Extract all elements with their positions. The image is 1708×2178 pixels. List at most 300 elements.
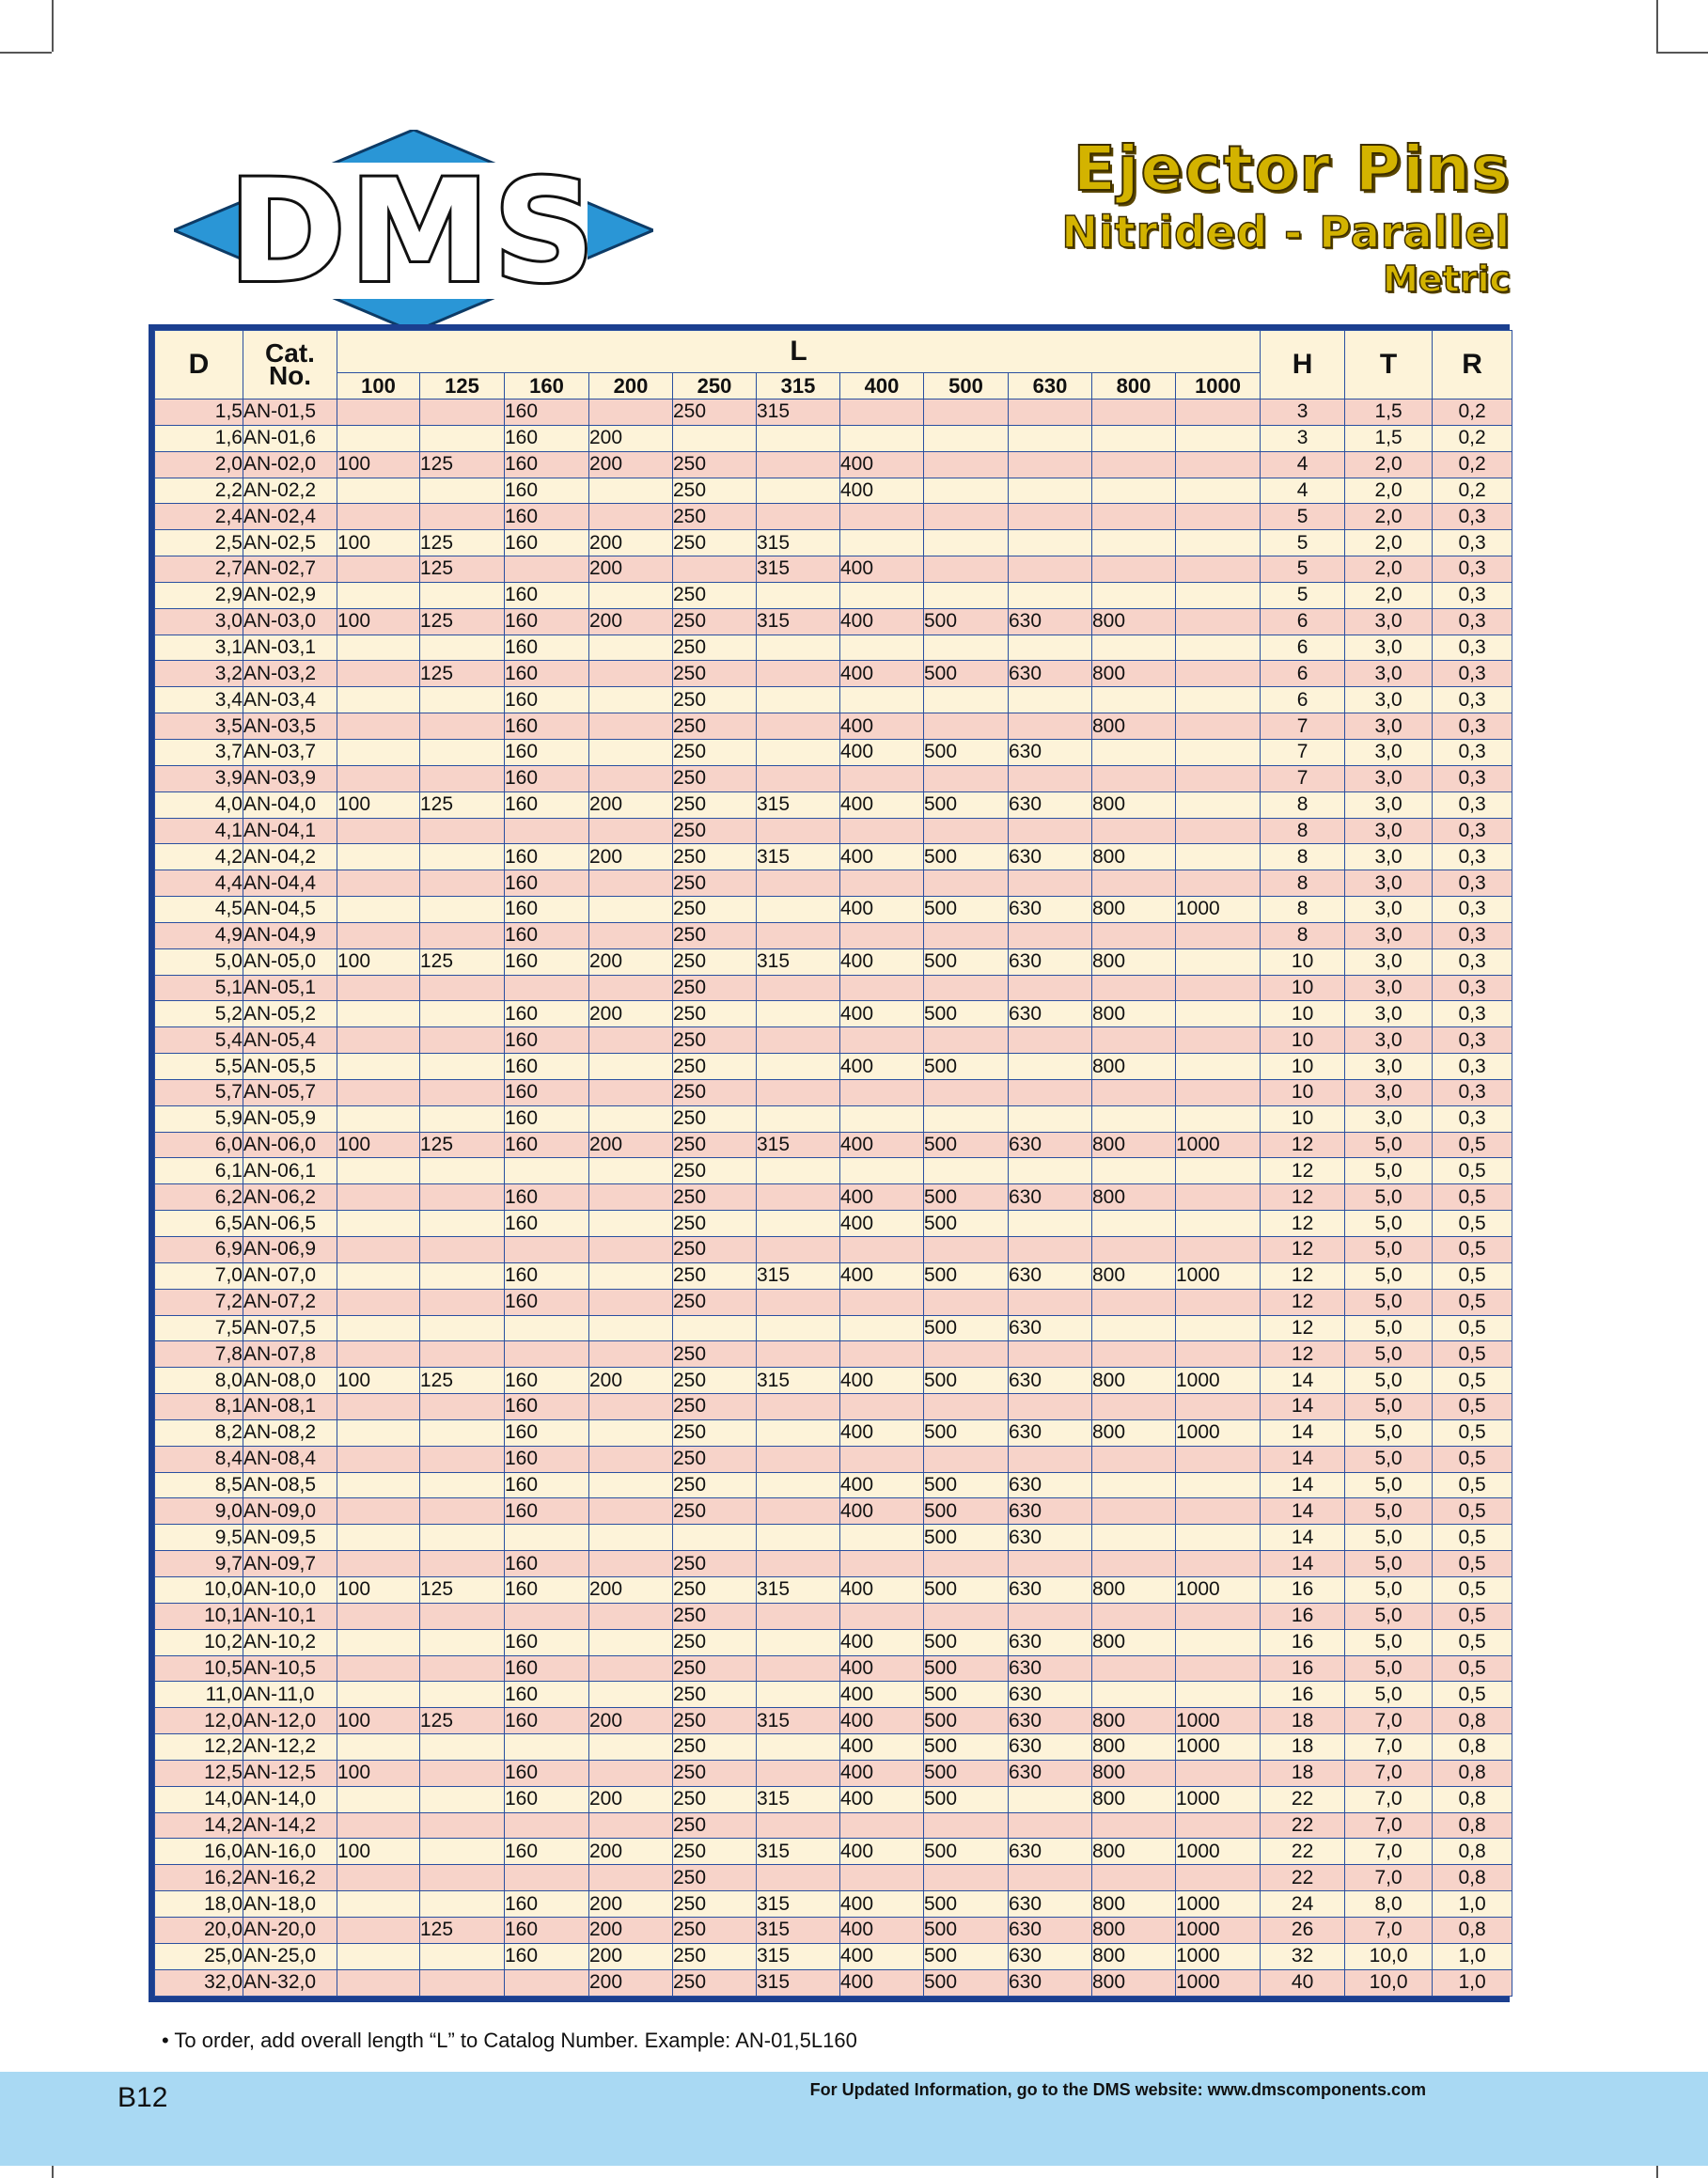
cell-length: 400: [840, 1054, 924, 1080]
cell-length: [337, 1341, 420, 1368]
cell-length: [589, 1682, 673, 1708]
cell-length: 125: [420, 1576, 505, 1603]
cell-h: 6: [1261, 608, 1345, 635]
table-row: [155, 1812, 1512, 1839]
cell-length: 1000: [1176, 1917, 1261, 1943]
cell-length: 1000: [1176, 1786, 1261, 1812]
cell-h: 22: [1261, 1839, 1345, 1865]
cell-length: [337, 1891, 420, 1918]
cell-length: 1000: [1176, 1262, 1261, 1289]
cell-d: 1,6: [155, 425, 243, 451]
cell-length: 400: [840, 1682, 924, 1708]
cell-length: [1092, 1472, 1176, 1498]
cell-r: 0,5: [1433, 1419, 1512, 1446]
cell-length: [420, 1865, 505, 1891]
cell-length: 315: [757, 400, 840, 426]
cell-h: 8: [1261, 791, 1345, 818]
cell-r: 0,3: [1433, 975, 1512, 1001]
cell-length: [1092, 1341, 1176, 1368]
cell-length: [420, 1943, 505, 1969]
cell-length: [589, 1525, 673, 1551]
cell-length: 400: [840, 1969, 924, 1996]
cell-length: 630: [1009, 791, 1092, 818]
cell-length: 500: [924, 948, 1009, 975]
cell-length: [337, 661, 420, 687]
cell-length: 400: [840, 1734, 924, 1761]
cell-length: [840, 818, 924, 844]
cell-length: 630: [1009, 1682, 1092, 1708]
cell-d: 20,0: [155, 1917, 243, 1943]
table-row: [155, 1211, 1512, 1237]
cell-d: 3,2: [155, 661, 243, 687]
cell-length: [589, 1211, 673, 1237]
cell-h: 4: [1261, 451, 1345, 478]
header-length-250: 250: [673, 373, 757, 400]
cell-h: 14: [1261, 1498, 1345, 1525]
cell-length: 800: [1092, 1786, 1176, 1812]
cell-length: 500: [924, 1419, 1009, 1446]
cell-d: 3,9: [155, 765, 243, 791]
table-row: [155, 791, 1512, 818]
cell-length: 250: [673, 1551, 757, 1577]
cell-cat-no: AN-05,5: [243, 1054, 337, 1080]
cell-length: 250: [673, 1158, 757, 1184]
cell-cat-no: AN-03,2: [243, 661, 337, 687]
cell-length: [420, 1105, 505, 1132]
cell-length: [337, 1603, 420, 1629]
header-length-100: 100: [337, 373, 420, 400]
cell-length: 1000: [1176, 1943, 1261, 1969]
cell-d: 4,9: [155, 922, 243, 948]
cell-length: 200: [589, 608, 673, 635]
cell-length: [924, 1865, 1009, 1891]
cell-length: [1176, 1394, 1261, 1420]
cell-length: 250: [673, 948, 757, 975]
cell-length: 250: [673, 1760, 757, 1786]
cell-length: [840, 1105, 924, 1132]
cell-length: 800: [1092, 1576, 1176, 1603]
cell-length: 250: [673, 1498, 757, 1525]
cell-cat-no: AN-07,0: [243, 1262, 337, 1289]
cell-r: 0,8: [1433, 1812, 1512, 1839]
cell-d: 5,7: [155, 1079, 243, 1105]
header-r: R: [1433, 331, 1512, 400]
cell-t: 7,0: [1345, 1786, 1433, 1812]
cell-r: 0,5: [1433, 1262, 1512, 1289]
cell-length: 250: [673, 1079, 757, 1105]
cell-length: [1176, 1760, 1261, 1786]
cell-d: 2,7: [155, 556, 243, 583]
table-row: [155, 897, 1512, 923]
cell-length: [589, 1027, 673, 1054]
cell-h: 14: [1261, 1472, 1345, 1498]
cell-length: 800: [1092, 1943, 1176, 1969]
cell-h: 10: [1261, 975, 1345, 1001]
cell-h: 12: [1261, 1211, 1345, 1237]
cell-length: [1009, 556, 1092, 583]
table-row: [155, 1917, 1512, 1943]
cell-r: 0,3: [1433, 1079, 1512, 1105]
cell-length: [1176, 608, 1261, 635]
cell-length: [757, 1105, 840, 1132]
cell-length: [1092, 1682, 1176, 1708]
cell-r: 0,3: [1433, 897, 1512, 923]
cell-t: 1,5: [1345, 400, 1433, 426]
cell-r: 0,5: [1433, 1576, 1512, 1603]
cell-length: [337, 1027, 420, 1054]
cell-length: [505, 1603, 589, 1629]
cell-cat-no: AN-01,6: [243, 425, 337, 451]
cell-length: 500: [924, 1891, 1009, 1918]
cell-length: 160: [505, 608, 589, 635]
table-row: [155, 425, 1512, 451]
cell-length: 250: [673, 1969, 757, 1996]
cell-r: 0,3: [1433, 687, 1512, 713]
table-row: [155, 765, 1512, 791]
cell-length: 315: [757, 948, 840, 975]
cell-length: [840, 1079, 924, 1105]
header-length-800: 800: [1092, 373, 1176, 400]
cell-length: [1009, 1341, 1092, 1368]
cell-length: 630: [1009, 1525, 1092, 1551]
cell-length: [589, 1603, 673, 1629]
cell-r: 0,3: [1433, 922, 1512, 948]
table-row: [155, 1289, 1512, 1315]
cell-length: 315: [757, 1891, 840, 1918]
cell-length: [924, 530, 1009, 556]
cell-d: 4,4: [155, 870, 243, 897]
cell-length: [757, 818, 840, 844]
cell-length: [337, 1551, 420, 1577]
cell-length: 125: [420, 1132, 505, 1158]
cell-t: 5,0: [1345, 1184, 1433, 1211]
cell-r: 0,8: [1433, 1917, 1512, 1943]
cell-length: 160: [505, 400, 589, 426]
cell-cat-no: AN-02,5: [243, 530, 337, 556]
cell-length: 630: [1009, 1760, 1092, 1786]
cell-cat-no: AN-18,0: [243, 1891, 337, 1918]
table-row: [155, 1498, 1512, 1525]
cell-r: 0,5: [1433, 1341, 1512, 1368]
cell-length: 250: [673, 1341, 757, 1368]
cell-length: [589, 713, 673, 740]
cell-length: 500: [924, 1760, 1009, 1786]
cell-length: [589, 687, 673, 713]
cell-length: [420, 1525, 505, 1551]
cell-length: [505, 1865, 589, 1891]
cell-length: [589, 1812, 673, 1839]
cell-t: 3,0: [1345, 975, 1433, 1001]
cell-length: [420, 504, 505, 530]
cell-length: [337, 1289, 420, 1315]
cell-length: 160: [505, 765, 589, 791]
cell-h: 40: [1261, 1969, 1345, 1996]
cell-d: 7,5: [155, 1315, 243, 1341]
cell-d: 32,0: [155, 1969, 243, 1996]
cell-length: [420, 1158, 505, 1184]
cell-length: [1092, 1394, 1176, 1420]
cell-length: [337, 478, 420, 504]
cell-length: 630: [1009, 1419, 1092, 1446]
cell-h: 6: [1261, 661, 1345, 687]
cell-length: 800: [1092, 897, 1176, 923]
cell-cat-no: AN-12,5: [243, 1760, 337, 1786]
cell-length: 200: [589, 844, 673, 870]
cell-length: [757, 922, 840, 948]
cell-t: 5,0: [1345, 1498, 1433, 1525]
cell-d: 5,4: [155, 1027, 243, 1054]
cell-length: [1092, 1158, 1176, 1184]
cell-cat-no: AN-09,7: [243, 1551, 337, 1577]
table-row: [155, 739, 1512, 765]
cell-length: 250: [673, 400, 757, 426]
cell-length: 800: [1092, 1262, 1176, 1289]
cell-length: [1092, 1289, 1176, 1315]
table-row: [155, 1629, 1512, 1655]
header-cat-no: [243, 331, 337, 400]
table-row: [155, 556, 1512, 583]
cell-length: 400: [840, 1917, 924, 1943]
cell-length: 800: [1092, 948, 1176, 975]
cell-length: [1176, 1158, 1261, 1184]
cell-length: [420, 1341, 505, 1368]
cell-cat-no: AN-05,9: [243, 1105, 337, 1132]
cell-length: [1009, 504, 1092, 530]
cell-length: [589, 1105, 673, 1132]
cell-cat-no: AN-02,7: [243, 556, 337, 583]
cell-length: [1176, 791, 1261, 818]
cell-length: 250: [673, 791, 757, 818]
cell-length: [757, 1629, 840, 1655]
cell-r: 0,3: [1433, 556, 1512, 583]
cell-length: [757, 975, 840, 1001]
table-row: [155, 818, 1512, 844]
cell-cat-no: AN-06,9: [243, 1237, 337, 1263]
cell-cat-no: AN-08,5: [243, 1472, 337, 1498]
cell-length: [757, 713, 840, 740]
cell-length: 315: [757, 1132, 840, 1158]
cell-d: 2,2: [155, 478, 243, 504]
cell-d: 5,5: [155, 1054, 243, 1080]
cell-length: [337, 1315, 420, 1341]
cell-length: 500: [924, 1211, 1009, 1237]
cell-r: 0,8: [1433, 1786, 1512, 1812]
cell-length: [673, 425, 757, 451]
cell-h: 16: [1261, 1629, 1345, 1655]
cell-t: 5,0: [1345, 1525, 1433, 1551]
cell-length: 250: [673, 765, 757, 791]
table-row: [155, 1341, 1512, 1368]
cell-length: 500: [924, 1315, 1009, 1341]
cell-t: 7,0: [1345, 1865, 1433, 1891]
cell-length: [757, 870, 840, 897]
cell-length: [1176, 1105, 1261, 1132]
cell-length: [420, 975, 505, 1001]
cell-h: 14: [1261, 1419, 1345, 1446]
cell-length: 160: [505, 1105, 589, 1132]
cell-length: 250: [673, 870, 757, 897]
cell-length: [337, 1237, 420, 1263]
cell-length: [840, 687, 924, 713]
cell-h: 12: [1261, 1315, 1345, 1341]
cell-t: 2,0: [1345, 504, 1433, 530]
cell-cat-no: AN-12,0: [243, 1708, 337, 1734]
cell-h: 6: [1261, 635, 1345, 661]
cell-length: [924, 478, 1009, 504]
cell-r: 0,3: [1433, 608, 1512, 635]
cell-length: 125: [420, 1708, 505, 1734]
cell-length: [1176, 1054, 1261, 1080]
cell-length: [924, 400, 1009, 426]
cell-h: 16: [1261, 1603, 1345, 1629]
cell-length: 160: [505, 1262, 589, 1289]
cell-length: [589, 1865, 673, 1891]
cell-h: 22: [1261, 1865, 1345, 1891]
cell-h: 14: [1261, 1551, 1345, 1577]
cell-length: 250: [673, 1446, 757, 1472]
cell-length: [757, 582, 840, 608]
cell-length: 1000: [1176, 1419, 1261, 1446]
cell-length: [840, 530, 924, 556]
cell-length: [420, 1786, 505, 1812]
cell-length: [1092, 818, 1176, 844]
cell-d: 8,0: [155, 1368, 243, 1394]
cell-t: 5,0: [1345, 1237, 1433, 1263]
cell-length: [337, 739, 420, 765]
cell-length: 500: [924, 1368, 1009, 1394]
cell-length: [337, 1969, 420, 1996]
cell-length: 500: [924, 1132, 1009, 1158]
cell-length: [840, 635, 924, 661]
cell-length: [589, 1655, 673, 1682]
cell-cat-no: AN-05,2: [243, 1001, 337, 1027]
cell-h: 7: [1261, 739, 1345, 765]
cell-d: 8,1: [155, 1394, 243, 1420]
cell-length: [840, 765, 924, 791]
cell-length: [1092, 504, 1176, 530]
table-row: [155, 922, 1512, 948]
cell-cat-no: AN-04,5: [243, 897, 337, 923]
cell-length: 250: [673, 1655, 757, 1682]
cell-length: 160: [505, 897, 589, 923]
cell-length: [1176, 1525, 1261, 1551]
cell-h: 16: [1261, 1655, 1345, 1682]
table-row: [155, 1054, 1512, 1080]
cell-t: 3,0: [1345, 635, 1433, 661]
cell-length: 1000: [1176, 897, 1261, 923]
cell-length: [589, 765, 673, 791]
table-row: [155, 948, 1512, 975]
cell-d: 5,1: [155, 975, 243, 1001]
cell-length: [1176, 661, 1261, 687]
cell-cat-no: AN-05,1: [243, 975, 337, 1001]
cell-r: 0,8: [1433, 1760, 1512, 1786]
cell-length: [589, 1054, 673, 1080]
header-l: L: [337, 331, 1261, 373]
cell-length: [337, 400, 420, 426]
cell-length: [337, 1446, 420, 1472]
cell-length: 250: [673, 1576, 757, 1603]
cell-length: [337, 1786, 420, 1812]
cell-length: [1176, 687, 1261, 713]
cell-cat-no: AN-05,4: [243, 1027, 337, 1054]
cell-cat-no: AN-07,2: [243, 1289, 337, 1315]
cell-length: 800: [1092, 1917, 1176, 1943]
cell-length: 100: [337, 1839, 420, 1865]
cell-length: 800: [1092, 1891, 1176, 1918]
cell-h: 22: [1261, 1786, 1345, 1812]
cell-length: [1009, 1394, 1092, 1420]
cell-length: [420, 1394, 505, 1420]
cell-length: [840, 1237, 924, 1263]
cell-length: 400: [840, 948, 924, 975]
cell-t: 3,0: [1345, 661, 1433, 687]
ejector-pin-table-frame: [149, 324, 1510, 2002]
table-row: [155, 478, 1512, 504]
cell-t: 3,0: [1345, 818, 1433, 844]
cell-length: [757, 504, 840, 530]
cell-length: 800: [1092, 1708, 1176, 1734]
cell-length: 250: [673, 818, 757, 844]
table-row: [155, 1079, 1512, 1105]
cell-length: 315: [757, 530, 840, 556]
cell-r: 0,5: [1433, 1629, 1512, 1655]
cell-r: 0,2: [1433, 451, 1512, 478]
cell-length: [1176, 1027, 1261, 1054]
cell-length: [757, 897, 840, 923]
cell-r: 0,3: [1433, 635, 1512, 661]
cell-length: [924, 713, 1009, 740]
cell-d: 9,0: [155, 1498, 243, 1525]
cell-length: [757, 635, 840, 661]
cell-h: 4: [1261, 478, 1345, 504]
cell-length: [505, 1812, 589, 1839]
cell-length: 800: [1092, 1368, 1176, 1394]
cell-length: [840, 1812, 924, 1839]
cell-length: [420, 922, 505, 948]
cell-length: [1176, 1184, 1261, 1211]
page-title: Ejector Pins: [1073, 133, 1511, 205]
cell-cat-no: AN-09,0: [243, 1498, 337, 1525]
cell-length: [757, 765, 840, 791]
cell-length: [757, 1289, 840, 1315]
cell-length: [337, 922, 420, 948]
ejector-pin-table: [154, 330, 1512, 1997]
cell-length: [757, 1760, 840, 1786]
cell-length: [337, 635, 420, 661]
cell-length: [337, 897, 420, 923]
cell-length: 125: [420, 556, 505, 583]
table-row: [155, 608, 1512, 635]
cell-length: [1176, 1001, 1261, 1027]
cell-length: 630: [1009, 1184, 1092, 1211]
cell-t: 7,0: [1345, 1734, 1433, 1761]
cell-length: 160: [505, 739, 589, 765]
cell-d: 9,7: [155, 1551, 243, 1577]
cell-length: 250: [673, 608, 757, 635]
cell-length: 250: [673, 451, 757, 478]
cell-cat-no: AN-11,0: [243, 1682, 337, 1708]
cell-cat-no: AN-04,0: [243, 791, 337, 818]
header-length-125: 125: [420, 373, 505, 400]
cell-h: 12: [1261, 1184, 1345, 1211]
cell-cat-no: AN-09,5: [243, 1525, 337, 1551]
cell-length: 630: [1009, 608, 1092, 635]
cell-d: 12,0: [155, 1708, 243, 1734]
cell-length: 500: [924, 844, 1009, 870]
cell-length: [1092, 1315, 1176, 1341]
cell-length: 160: [505, 1184, 589, 1211]
